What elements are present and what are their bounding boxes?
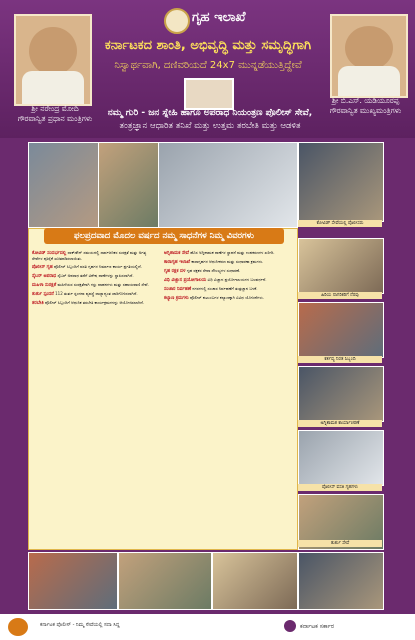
footer — [0, 614, 415, 640]
header — [0, 0, 415, 138]
item-heading: ಅಗ್ನಿಶಾಮಕ ಸೇವೆ — [164, 251, 189, 256]
tagline-second-line: ತಂತ್ರಜ್ಞಾನ ಆಧಾರಿತ ತನಿಖೆ ಮತ್ತು ಉತ್ತಮ ತರಬೇತಿ ಮತ್ತು ಆಡಳಿತ — [119, 121, 301, 131]
photo-covid-distribution — [28, 142, 100, 228]
left-column — [32, 250, 158, 309]
item-text: ಮಹಿಳೆಯರ ಸುರಕ್ಷತೆಗಾಗಿ ಗಸ್ತು ವಾಹನಗಳು ಮತ್ತು ಸಹಾಯವಾಣಿ ಸೇವೆ. — [57, 282, 149, 287]
minister-badge-image — [184, 78, 234, 110]
item-heading: ಸಂಚಾರ ನಿರ್ವಹಣೆ — [164, 287, 192, 292]
photo-bottom-2 — [118, 552, 212, 610]
karnataka-emblem-icon — [284, 620, 296, 632]
cm-caption: ಶ್ರೀ ಬಿ.ಎಸ್. ಯಡಿಯೂರಪ್ಪ ಗೌರವಾನ್ವಿತ ಮುಖ್ಯಮಂತ್ರಿಗಳು — [329, 96, 402, 115]
photo-side-1 — [298, 142, 384, 222]
right-column — [164, 250, 290, 304]
item-text: ಸೈಬರ್ ಅಪರಾಧ ತಡೆಗೆ ವಿಶೇಷ ಠಾಣೆಗಳನ್ನು ಸ್ಥಾಪಿಸಲಾಗಿದೆ. — [57, 273, 134, 278]
item-text: ಲಾಕ್‌ಡೌನ್ ಸಮಯದಲ್ಲಿ ಸಾರ್ವಜನಿಕರ ಸುರಕ್ಷತೆ ಮತ್ತು ಅಗತ್ಯ ಸೇವೆಗಳ ಪೂರೈಕೆ ಖಚಿತಪಡಿಸಲಾಯಿತು. — [32, 250, 147, 261]
footer-right-text: ಕರ್ನಾಟಕ ಸರ್ಕಾರ — [300, 623, 335, 630]
item-text: 112 ತುರ್ತು ಸ್ಪಂದನಾ ವ್ಯವಸ್ಥೆ ರಾಜ್ಯಾದ್ಯಂತ ಜಾರಿಗೊಳಿಸಲಾಗಿದೆ. — [55, 291, 138, 296]
side-caption-2: ಹಿರಿಯ ನಾಗರಿಕರಿಗೆ ನೆರವು — [298, 292, 382, 299]
item-heading: ವಿಧಿ ವಿಜ್ಞಾನ ಪ್ರಯೋಗಾಲಯ — [164, 278, 207, 283]
item-text: ನಗರಗಳಲ್ಲಿ ಸಂಚಾರ ನಿರ್ವಹಣೆಗೆ ತಂತ್ರಜ್ಞಾನ ಬಳಕೆ. — [192, 286, 258, 291]
item-heading: ಗೃಹ ರಕ್ಷಕ ದಳ — [164, 269, 186, 274]
photo-police-vehicle — [158, 142, 298, 228]
side-caption-4: ಅಗ್ನಿಶಾಮಕ ಕಾರ್ಯಾಚರಣೆ — [298, 420, 382, 427]
department-title: ಗೃಹ ಇಲಾಖೆ — [192, 10, 246, 25]
side-caption-1: ಕೋವಿಡ್ ಸೇವೆಯಲ್ಲಿ ಪೊಲೀಸರು — [298, 220, 382, 227]
headline: ಕರ್ನಾಟಕದ ಶಾಂತಿ, ಅಭಿವೃದ್ಧಿ ಮತ್ತು ಸಮೃದ್ಧಿಗಾಗಿ — [104, 38, 312, 53]
side-caption-6: ತುರ್ತು ಸೇವೆ — [298, 540, 382, 547]
pm-caption: ಶ್ರೀ ನರೇಂದ್ರ ಮೋದಿ ಗೌರವಾನ್ವಿತ ಪ್ರಧಾನ ಮಂತ್ರಿಗಳು — [17, 104, 93, 123]
item-heading: ಪೊಲೀಸ್ ಗೃಹ — [32, 265, 53, 270]
item-heading: ಕಲ್ಯಾಣ ಕ್ರಮಗಳು — [164, 296, 189, 301]
item-heading: ತರಬೇತಿ — [32, 301, 44, 306]
photo-police-crowd — [98, 142, 160, 228]
achievements-banner: ಫಲಪ್ರದವಾದ ಮೊದಲ ವರ್ಷದ ನಮ್ಮ ಸಾಧನೆಗಳ ನಿಮ್ಮ ವಿವರಗಳು — [44, 228, 284, 244]
footer-text: ಕರ್ನಾಟಕ ಪೊಲೀಸ್ - ನಿಮ್ಮ ಸೇವೆಯಲ್ಲಿ ಸದಾ ಸಿದ್ಧ — [40, 622, 120, 628]
photo-side-5 — [298, 430, 384, 486]
item-heading: ತುರ್ತು ಸ್ಪಂದನೆ — [32, 292, 54, 297]
item-text: ಪೊಲೀಸ್ ಕುಟುಂಬಗಳ ಕಲ್ಯಾಣಕ್ಕಾಗಿ ವಿವಿಧ ಯೋಜನೆಗಳು. — [190, 295, 265, 300]
emblem-icon — [164, 8, 190, 34]
item-heading: ಸೈಬರ್ ಅಪರಾಧ — [32, 274, 57, 279]
photo-bottom-1 — [28, 552, 118, 610]
photo-bottom-4 — [298, 552, 384, 610]
item-text: ಹೊಸ ಅಗ್ನಿಶಾಮಕ ಠಾಣೆಗಳ ಸ್ಥಾಪನೆ ಮತ್ತು ಉಪಕರಣಗಳ ಖರೀದಿ. — [190, 250, 275, 255]
photo-side-4 — [298, 366, 384, 422]
tagline: ನಮ್ಮ ಗುರಿ - ಜನ ಸ್ನೇಹಿ ಹಾಗೂ ಅಪರಾಧ ನಿಯಂತ್ರಣ ಪೊಲೀಸ್ ಸೇವೆ, — [107, 108, 313, 118]
photo-bottom-3 — [212, 552, 298, 610]
side-caption-5: ಪೊಲೀಸ್ ವಸತಿ ಗೃಹಗಳು — [298, 484, 382, 491]
item-heading: ಮಹಿಳಾ ಸುರಕ್ಷತೆ — [32, 283, 57, 288]
item-text: ವಿಧಿ ವಿಜ್ಞಾನ ಪ್ರಯೋಗಾಲಯಗಳ ಬಲವರ್ಧನೆ. — [207, 277, 267, 282]
government-logo-icon — [8, 618, 28, 636]
subheadline: ನಿಸ್ವಾರ್ಥವಾಗಿ, ದಣಿವರಿಯದೆ 24x7 ಮುನ್ನಡೆಯುತ್ತಿದ್ದೇವೆ — [114, 60, 302, 71]
photo-side-2 — [298, 238, 384, 294]
side-caption-3: ಕರ್ತವ್ಯ ನಿರತ ಸಿಬ್ಬಂದಿ — [298, 356, 382, 363]
item-text: ಕಾರಾಗೃಹಗಳ ಆಧುನೀಕರಣ ಮತ್ತು ಸುಧಾರಣಾ ಕ್ರಮಗಳು. — [191, 259, 264, 264]
cm-portrait — [330, 14, 408, 98]
item-text: ಗೃಹ ರಕ್ಷಕರ ಸೇವಾ ಸೌಲಭ್ಯಗಳ ಸುಧಾರಣೆ. — [186, 268, 241, 273]
item-heading: ಕೋವಿಡ್ ಸಂದರ್ಭದಲ್ಲಿ — [32, 251, 67, 256]
item-text: ಪೊಲೀಸ್ ಸಿಬ್ಬಂದಿಗೆ ವಸತಿ ಗೃಹಗಳ ನಿರ್ಮಾಣ ಕಾರ್ಯ ಪ್ರಗತಿಯಲ್ಲಿದೆ. — [53, 264, 142, 269]
item-text: ಪೊಲೀಸ್ ಸಿಬ್ಬಂದಿಗೆ ಆಧುನಿಕ ತರಬೇತಿ ಕಾರ್ಯಕ್ರಮಗಳನ್ನು ಆಯೋಜಿಸಲಾಗಿದೆ. — [44, 300, 145, 305]
photo-side-3 — [298, 302, 384, 358]
item-heading: ಕಾರಾಗೃಹ ಇಲಾಖೆ — [164, 260, 191, 265]
